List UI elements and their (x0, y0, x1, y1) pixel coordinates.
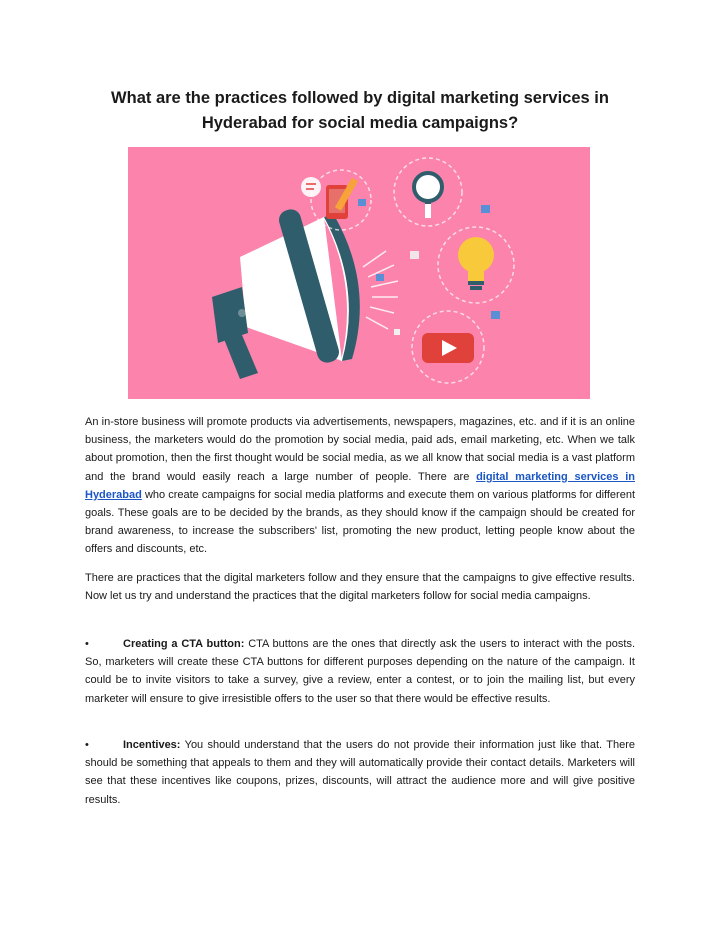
hero-illustration (128, 147, 590, 399)
paragraph-practices: There are practices that the digital marketers follow and they ensure that the campaigns to give effective results. Now let us try and understand the practices that the digital marketers follow for social media campaigns. (85, 572, 635, 603)
bullet-incentives (85, 736, 635, 809)
bullet-cta (85, 635, 635, 708)
page-title: What are the practices followed by digital marketing services in Hyderabad for social media campaigns? (111, 89, 609, 132)
bullet-heading: Incentives: (123, 739, 181, 751)
bullet-text: You should understand that the users do not provide their information just like that. There should be something that appeals to them and they will automatically provide their contact details. Marketers will see that these incentives like coupons, prizes, discounts, will attract the audience more and will give positive results. (85, 739, 635, 806)
bullet-marker: • (85, 739, 89, 751)
bullet-marker: • (85, 638, 89, 650)
bullet-text: CTA buttons are the ones that directly ask the users to interact with the posts. So, marketers will create these CTA buttons for different purposes depending on the nature of the campaign. It could be to invite visitors to take a survey, give a review, enter a contest, or to join the mailing list, but every marketer will ensure to give irresistible offers to the user so that there would be effective results. (85, 638, 635, 705)
intro-text-start: An in-store business will promote products via advertisements, newspapers, magazines, etc. and if it is an online business, the marketers would do the promotion by social media, paid ads, email marketing, etc. When we talk about promotion, then the first thought would be social media, as we all know that social media is a vast platform and the brand would easily reach a large number of people. There are (85, 416, 635, 483)
bullet-heading: Creating a CTA button: (123, 638, 245, 650)
paragraph-intro (85, 413, 635, 559)
services-link[interactable]: digital marketing services in Hyderabad (85, 470, 635, 501)
intro-text-end: who create campaigns for social media platforms and execute them on various platforms for different goals. These goals are to be decided by the brands, as they should know if the campaign should be created for brand awareness, to increase the subscribers' list, promoting the new product, letting people know about the offers and discounts, etc. (85, 488, 635, 556)
